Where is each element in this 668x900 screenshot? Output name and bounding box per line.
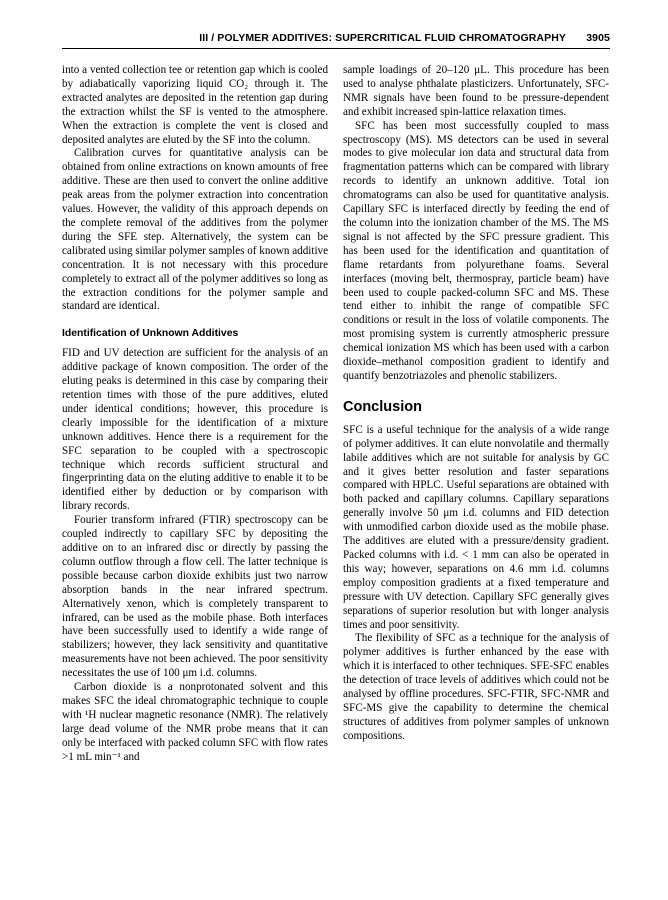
page-number: 3905 xyxy=(586,32,610,44)
running-header xyxy=(62,30,610,49)
paragraph: Carbon dioxide is a nonprotonated solvent and this makes SFC the ideal chromatographic technique to couple with ¹H nuclear magnetic resonance (NMR). The relatively large dead volume of the NMR probe means that it can only be interfaced with packed column SFC with flow rates >1 mL min⁻¹ and xyxy=(62,681,328,763)
left-column xyxy=(62,64,328,765)
paragraph: SFC is a useful technique for the analysis of a wide range of polymer additives. It can elute nonvolatile and thermally labile additives which are not suitable for analysis by GC and it gives better resolution and faster separations compared with HPLC. Useful separations are obtained with both packed and capillary columns. Capillary separations generally involve 50 μm i.d. columns and FID detection with unmodified carbon dioxide used as the mobile phase. The additives are eluted with a pressure/density gradient. Packed columns with i.d. < 1 mm can also be operated in this way; however, separations on 4.6 mm i.d. columns employ composition gradients at a fixed temperature and pressure with UV detection. Capillary SFC generally gives separations of superior resolution but with longer analysis times and poor sensitivity. xyxy=(343,423,609,631)
paragraph: Fourier transform infrared (FTIR) spectroscopy can be coupled indirectly to capillary SFC by depositing the additive on to an infrared disc or directly by passing the column outflow through a flow cell. The latter technique is possible because carbon dioxide exhibits just two narrow absorption bands in the near infrared spectrum. Alternatively xenon, which is completely transparent to infrared, can be used as the mobile phase. Both interfaces have been successfully used to identify a wide range of stabilizers; however, they lack sensitivity and quantitative measurements have not been achieved. The poor sensitivity necessitates the use of 100 μm i.d. columns. xyxy=(62,514,328,680)
paragraph: sample loadings of 20–120 μL. This procedure has been used to analyse phthalate plasticizers. Unfortunately, SFC-NMR signals have been found to be pressure-dependent and exhibit increased spin-lattice relaxation times. xyxy=(343,64,609,118)
paragraph: The flexibility of SFC as a technique for the analysis of polymer additives is further enhanced by the ease with which it is interfaced to other techniques. SFE-SFC enables the detection of trace levels of additives which could not be analysed by offline procedures. SFC-FTIR, SFC-NMR and SFC-MS give the capability to determine the chemical structures of additives from polymer samples of unknown compositions. xyxy=(343,632,609,742)
right-column xyxy=(343,64,609,744)
paragraph: into a vented collection tee or retention gap which is cooled by adiabatically vaporizing liquid CO₂ through it. The extracted analytes are deposited in the retention gap during the extraction whilst the SF is vented to the atmosphere. When the extraction is complete the vent is closed and deposited analytes are eluted by the SF into the column. xyxy=(62,64,328,146)
paragraph: Calibration curves for quantitative analysis can be obtained from online extractions on known amounts of free additive. These are then used to convert the online additive peak areas from the polymer extraction into concentration values. However, the validity of this approach depends on the complete removal of the additives from the polymer during the SFE step. Alternatively, the system can be calibrated using similar polymer samples of known additive concentration. It is not necessary with this procedure completely to extract all of the polymer additives so long as the extraction conditions for the polymer sample and standard are identical. xyxy=(62,147,328,313)
paragraph: SFC has been most successfully coupled to mass spectroscopy (MS). MS detectors can be used in several modes to give molecular ion data and structural data from fragmentation patterns which can be compared with library records to identify an unknown additive. Total ion chromatograms can also be used for quantitative analysis. Capillary SFC is interfaced directly by feeding the end of the column into the ionization chamber of the MS. The MS signal is not affected by the SFC pressure gradient. This has been used for the identification and quantitation of flame retardants from polyurethane foams. Several interfaces (moving belt, thermospray, particle beam) have been used to couple packed-column SFC and MS. These tend either to inhibit the range of compatible SFC conditions or result in the loss of volatile components. The most promising system is currently atmospheric pressure chemical ionization MS which has been used with a carbon dioxide–methanol composition gradient to identify and quantify benzotriazoles and phenolic stabilizers. xyxy=(343,119,609,382)
section-heading: Identification of Unknown Additives xyxy=(62,328,239,340)
running-title: III / POLYMER ADDITIVES: SUPERCRITICAL FLUID CHROMATOGRAPHY xyxy=(199,32,566,44)
paragraph: FID and UV detection are sufficient for the analysis of an additive package of known composition. The order of the eluting peaks is determined in this case by comparing their retention times with those of the pure additives, eluted under identical conditions; however, this procedure is clearly impossible for the identification of a mixture unknown additives. Hence there is a requirement for the SFC separation to be coupled with a spectroscopic technique which records sufficient structural and fingerprinting data on the eluting additive to enable it to be identified either by deduction or by comparison with library records. xyxy=(62,347,328,513)
section-heading: Conclusion xyxy=(343,398,422,415)
